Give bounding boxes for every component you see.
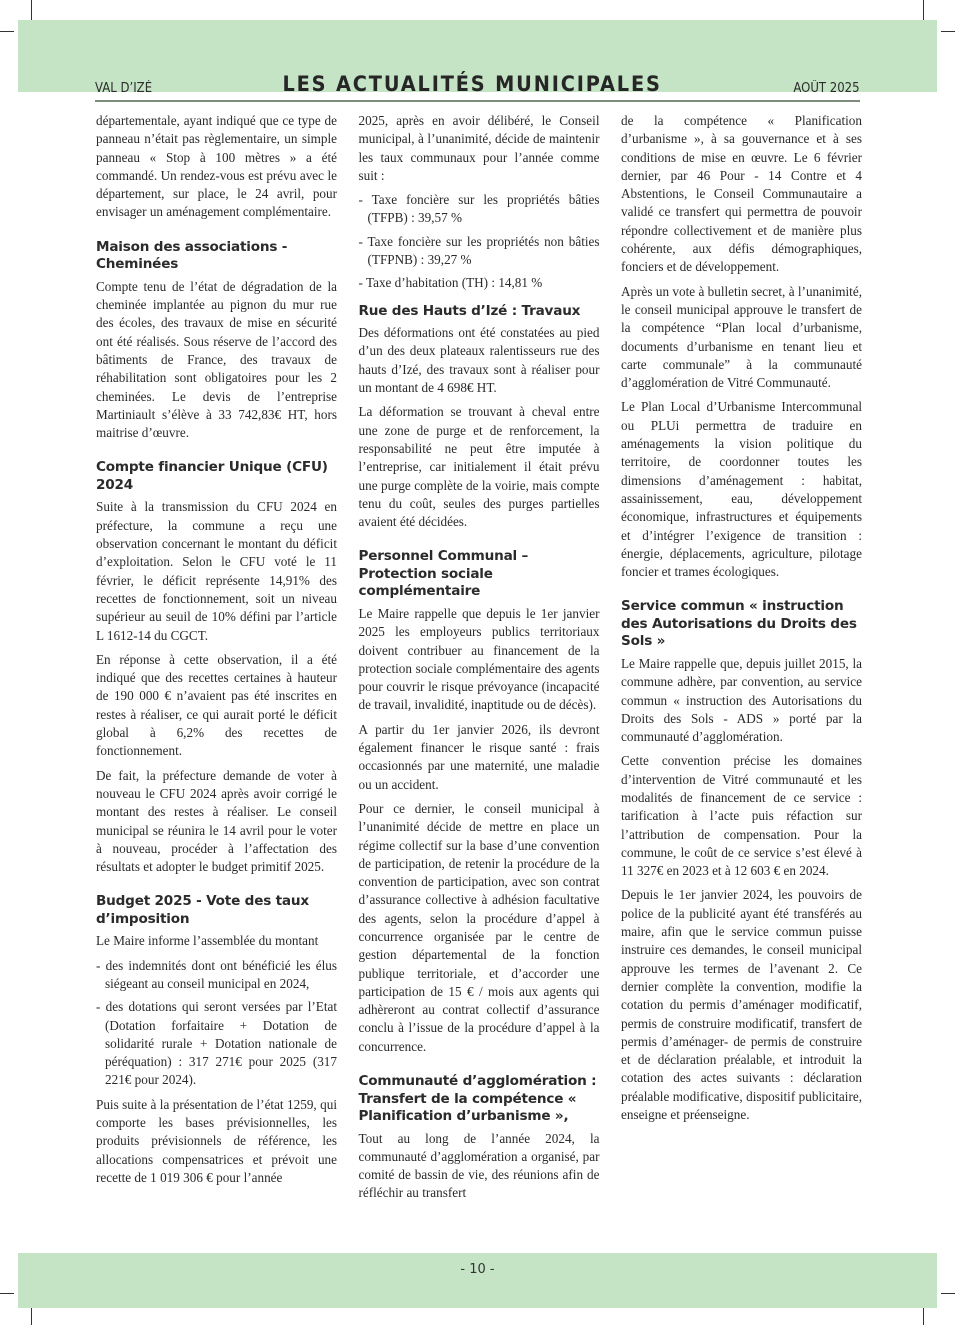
paragraph: Après un vote à bulletin secret, à l’unanimité, le conseil municipal approuve le transfert de la compétence “Plan local d’urbanisme, documents d’urbanisme en tenant lieu et carte communale” à la communauté d’agglomération de Vitré Communauté. [621,283,862,391]
paragraph: Depuis le 1er janvier 2024, les pouvoirs de police de la publicité ayant été transférés au maire, afin que le service commun puisse instruire ces demandes, le conseil municipal approuve les termes de l’avenant 2. Ce dernier complète la convention, modifie la cotation du permis d’aménager modificatif, permis de construire modificatif, transfert de permis d’aménager- de permis de construire et de déclaration préalable, et introduit la cotation des actes suivants : déclaration préalable modificative, dispositif publicitaire, enseigne et préenseigne. [621,887,862,1123]
tax-rates-list [359,191,600,292]
crop-mark [31,0,32,22]
section-heading-rue-hauts-ize: Rue des Hauts d’Izé : Travaux [358,302,581,319]
list-item: - des indemnités dont ont bénéficié les élus siégeant au conseil municipal en 2024, [96,957,337,994]
paragraph: Compte tenu de l’état de dégradation de la cheminée implantée au pignon du mur rue des écoles, des travaux de mise en sécurité ont été réalisés. Sous réserve de l’accord des bâtiments de France, des travaux de réhabilitation sont obligatoires pour les 2 cheminées. Le devis de l’entreprise Martiniault s’élève à 33 742,83€ HT, hors maitrise d’œuvre. [96,278,337,441]
paragraph: Suite à la transmission du CFU 2024 en préfecture, la commune a reçu une observation concernant le montant du déficit d’exploitation. Selon le CFU voté le 11 février, le déficit représente 14,91% des recettes de fonctionnement, soit un niveau supérieur au seuil de 10% défini par l’article L 1612-14 du CGCT. [96,499,337,643]
column-2 [359,112,600,1242]
section-heading-maison-associations: Maison des associations - Cheminées [96,238,288,273]
paragraph: de la compétence « Planification d’urbanisme », à sa gouvernance et à ses conditions de mise en œuvre. Le 6 février dernier, par 46 Pour - 14 Contre et 4 Abstentions, le Conseil Communautaire a validé ce transfert qui permettra de pouvoir répondre collectivement et de manière plus cohérente, aux défis démographiques, fonciers et de développement. [621,113,862,275]
column-3 [621,112,862,1242]
paragraph: Le Maire informe l’assemblée du montant [96,933,319,949]
page-footer [18,1253,937,1308]
page-number: - 10 - [460,1262,495,1277]
town-name: VAL D’IZÉ [95,81,153,96]
crop-mark [941,1293,955,1294]
section-heading-cfu: Compte financier Unique (CFU) 2024 [96,459,328,493]
paragraph: Le Maire rappelle que, depuis juillet 2015, la commune adhère, par convention, au service commun « instruction des Autorisations du Droits des Sols - ADS » porté par la communauté d’agglomération. [621,655,862,745]
issue-date: AOÛT 2025 [793,81,860,96]
list-item: - des dotations qui seront versées par l’Etat (Dotation forfaitaire + Dotation de solidarité rurale + Dotation nationale de péréquation) : 317 271€ pour 2025 (317 221€ pour 2024). [96,998,337,1089]
paragraph: La déformation se trouvant à cheval entre une zone de purge et de renforcement, la responsabilité ne peut être imputée à l’entreprise, car initialement il était prévu une purge complète de la voirie, mais compte tenu du coût, seules des purges partielles avaient été décidées. [358,404,600,530]
section-heading-agglomeration: Communauté d’agglomération : Transfert de la compétence « Planification d’urbanisme », [358,1073,597,1125]
paragraph: 2025, après en avoir délibéré, le Conseil municipal, à l’unanimité, décide de maintenir les taux communaux pour l’année comme suit : [358,113,600,183]
paragraph: A partir du 1er janvier 2026, ils devront également financer le risque santé : frais occasionnés par une maternité, une maladie ou un accident. [358,721,600,792]
paragraph: Cette convention précise les domaines d’intervention de Vitré communauté et les modalités de financement de ce service : tarification à l’acte puis réfaction sur l’attribution de compensation. Pour la commune, le coût de ce service s’est élevé à 11 327€ en 2023 et à 12 603 € en 2024. [621,753,862,879]
article-columns [96,112,862,1242]
header-rule [95,56,860,102]
newsletter-title: LES ACTUALITÉS MUNICIPALES [282,72,663,96]
paragraph: Le Plan Local d’Urbanisme Intercommunal ou PLUi permettra de traduire en aménagements la vision politique du territoire, de coordonner toutes les dimensions d’aménagement : habitat, assainissement, eau, développement économique, infrastructures et équipements et d’intégrer l’exigence de transition : énergie, déplacements, agriculture, pilotage foncier et trames écologiques. [621,399,862,580]
paragraph: Pour ce dernier, le conseil municipal à l’unanimité décide de mettre en place un régime collectif sur la base d’une convention de participation, de retenir la procédure de la convention de participation, avec son contrat d’assurance collective à adhésion facultative des agents, selon la procédure d’appel à concurrence organisée par le centre de gestion départemental de la fonction publique territoriale, et d’accorder une participation de 15 € / mois aux agents qui adhèreront au contrat collectif d’assurance conclu à l’issue de la procédure d’appel à la concurrence. [358,800,600,1054]
crop-mark [941,31,955,32]
paragraph: En réponse à cette observation, il a été indiqué que des recettes certaines à hauteur de 190 000 € n’avaient pas été inscrites en restes à réaliser, ce qui aurait porté le déficit global à 6,2% des recettes de fonctionnement. [96,651,337,759]
column-1 [96,112,337,1242]
section-heading-personnel: Personnel Communal – Protection sociale complémentaire [358,548,529,600]
paragraph: départementale, ayant indiqué que ce type de panneau n’était pas règlementaire, un simple panneau « Stop à 100 mètres » a été commandé. Un rendez-vous est prévu avec le département, sur place, le 24 avril, pour envisager un aménagement complémentaire. [96,113,337,220]
crop-mark [923,0,924,22]
crop-mark [0,31,14,32]
budget-list [96,957,337,1090]
section-heading-service-ads: Service commun « instruction des Autorisations du Droits des Sols » [621,598,857,650]
crop-mark [0,1293,14,1294]
paragraph: Puis suite à la présentation de l’état 1259, qui comporte les bases prévisionnelles, les produits prévisionnels de référence, les allocations compensatrices et prévoit une recette de 1 019 306 € pour l’année [96,1096,337,1185]
section-heading-budget: Budget 2025 - Vote des taux d’imposition [96,893,309,927]
list-item: - Taxe foncière sur les propriétés non bâties (TFPNB) : 39,27 % [359,233,600,270]
paragraph: Le Maire rappelle que depuis le 1er janvier 2025 les employeurs publics territoriaux doivent contribuer au financement de la protection sociale complémentaire des agents pour couvrir le risque prévoyance (incapacité de travail, invalidité, inaptitude ou de décès). [358,605,600,713]
paragraph: Des déformations ont été constatées au pied d’un des deux plateaux ralentisseurs rue des hauts d’Izé, des travaux sont à réaliser pour un montant de 4 698€ HT. [358,325,600,396]
paragraph: De fait, la préfecture demande de voter à nouveau le CFU 2024 après avoir corrigé le montant des restes à réaliser. Le conseil municipal se réunira le 14 avril pour le voter à nouveau, procéder à l’affectation des résultats et adopter le budget primitif 2025. [96,767,337,875]
paragraph: Tout au long de l’année 2024, la communauté d’agglomération a organisé, par comité de bassin de vie, des réunions afin de réfléchir au transfert [358,1130,600,1201]
page-header [18,20,937,96]
list-item: - Taxe d’habitation (TH) : 14,81 % [359,274,600,292]
list-item: - Taxe foncière sur les propriétés bâties (TFPB) : 39,57 % [359,191,600,228]
